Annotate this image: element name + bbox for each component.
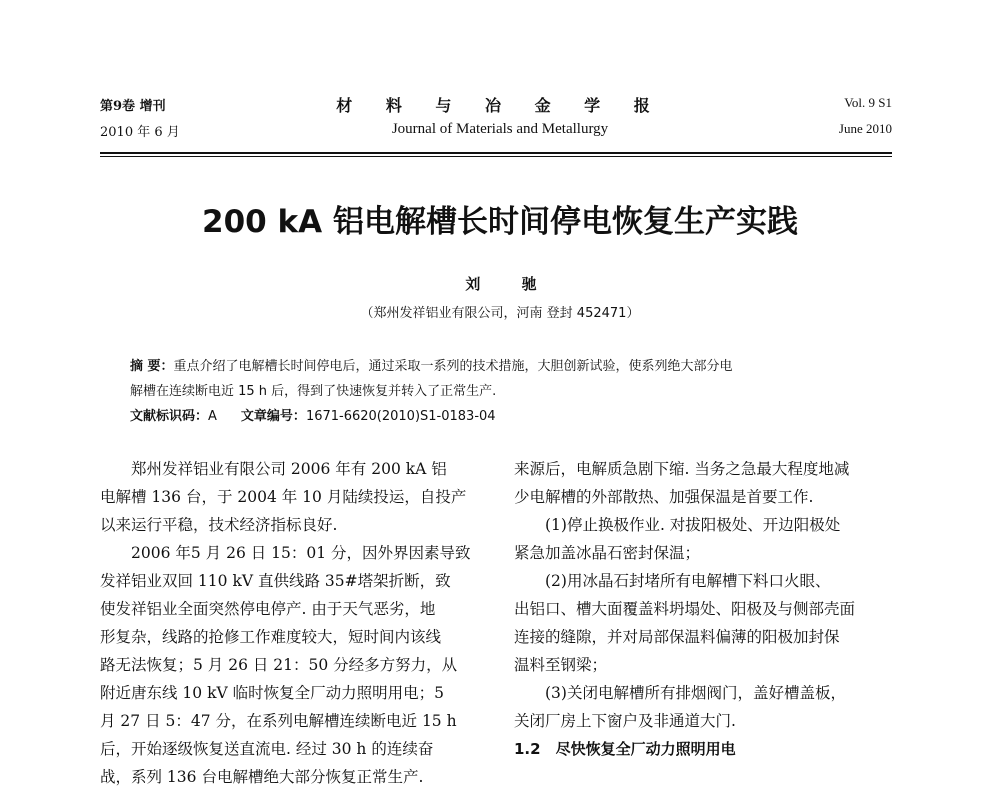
body-line: 温料至钢梁； — [514, 656, 608, 674]
paper-affiliation: （郑州发祥铝业有限公司，河南 登封 452471） — [360, 306, 640, 321]
abstract-line-1 — [130, 355, 733, 374]
header-date-en: June 2010 — [838, 121, 892, 136]
paper-title: 200 kA 铝电解槽长时间停电恢复生产实践 — [202, 204, 798, 240]
article-number-value: 1671-6620(2010)S1-0183-04 — [305, 409, 496, 424]
header-journal-en: Journal of Materials and Metallurgy — [391, 121, 609, 137]
abstract-text-1: 重点介绍了电解槽长时间停电后，通过采取一系列的技术措施，大胆创新试验，使系列绝大部分电 — [173, 359, 733, 374]
header-journal-cn: 材 料 与 冶 金 学 报 — [336, 96, 664, 115]
body-line: 附近唐东线 10 kV 临时恢复全厂动力照明用电；5 — [100, 684, 444, 702]
body-line: 电解槽 136 台，于 2004 年 10 月陆续投运，自投产 — [100, 488, 467, 506]
class-code-label: 文献标识码： — [130, 409, 209, 424]
body-line: 形复杂，线路的抢修工作难度较大，短时间内该线 — [100, 628, 442, 646]
body-line: 战，系列 136 台电解槽绝大部分恢复正常生产. — [100, 768, 424, 786]
header-rule-thick — [100, 152, 892, 154]
abstract-line-2: 解槽在连续断电近 15 h 后，得到了快速恢复并转入了正常生产. — [130, 384, 497, 399]
class-code-value: A — [208, 409, 217, 424]
body-line: 连接的缝隙，并对局部保温料偏薄的阳极加封保 — [514, 628, 840, 646]
body-left-column — [100, 455, 480, 791]
section-heading: 1.2 尽快恢复全厂动力照明用电 — [514, 740, 736, 758]
body-line: 以来运行平稳，技术经济指标良好. — [100, 516, 338, 534]
body-line: 发祥铝业双回 110 kV 直供线路 35#塔架折断，致 — [100, 572, 451, 590]
body-line: 少电解槽的外部散热、加强保温是首要工作. — [514, 488, 814, 506]
body-line: 月 27 日 5：47 分，在系列电解槽连续断电近 15 h — [100, 712, 457, 730]
header-volume-en: Vol. 9 S1 — [844, 95, 892, 110]
body-line: 2006 年5 月 26 日 15：01 分，因外界因素导致 — [100, 544, 471, 562]
body-line: 路无法恢复；5 月 26 日 21：50 分经多方努力，从 — [100, 656, 458, 674]
article-number-label: 文章编号： — [240, 409, 306, 424]
body-line: (1)停止换极作业. 对拔阳极处、开边阳极处 — [514, 516, 841, 534]
body-line: 出铝口、槽大面覆盖料坍塌处、阳极及与侧部壳面 — [514, 600, 856, 618]
header-date-cn: 2010 年 6 月 — [100, 125, 180, 140]
body-line: 使发祥铝业全面突然停电停产. 由于天气恶劣，地 — [100, 600, 436, 618]
article-meta — [130, 405, 496, 424]
paper-author: 刘 驰 — [465, 275, 555, 293]
body-line: (2)用冰晶石封堵所有电解槽下料口火眼、 — [514, 572, 831, 590]
abstract-label: 摘 要： — [130, 359, 174, 374]
body-line: 紧急加盖冰晶石密封保温； — [514, 544, 701, 562]
header-volume-cn: 第9卷 增刊 — [100, 99, 166, 114]
body-line: 关闭厂房上下窗户及非通道大门. — [514, 712, 736, 730]
body-line: 来源后，电解质急剧下缩. 当务之急最大程度地减 — [514, 460, 850, 478]
header-rule-thin — [100, 156, 892, 157]
body-right-column — [514, 455, 894, 763]
body-line: (3)关闭电解槽所有排烟阀门，盖好槽盖板， — [514, 684, 846, 702]
body-line: 郑州发祥铝业有限公司 2006 年有 200 kA 铝 — [100, 460, 447, 478]
body-line: 后，开始逐级恢复送直流电. 经过 30 h 的连续奋 — [100, 740, 434, 758]
